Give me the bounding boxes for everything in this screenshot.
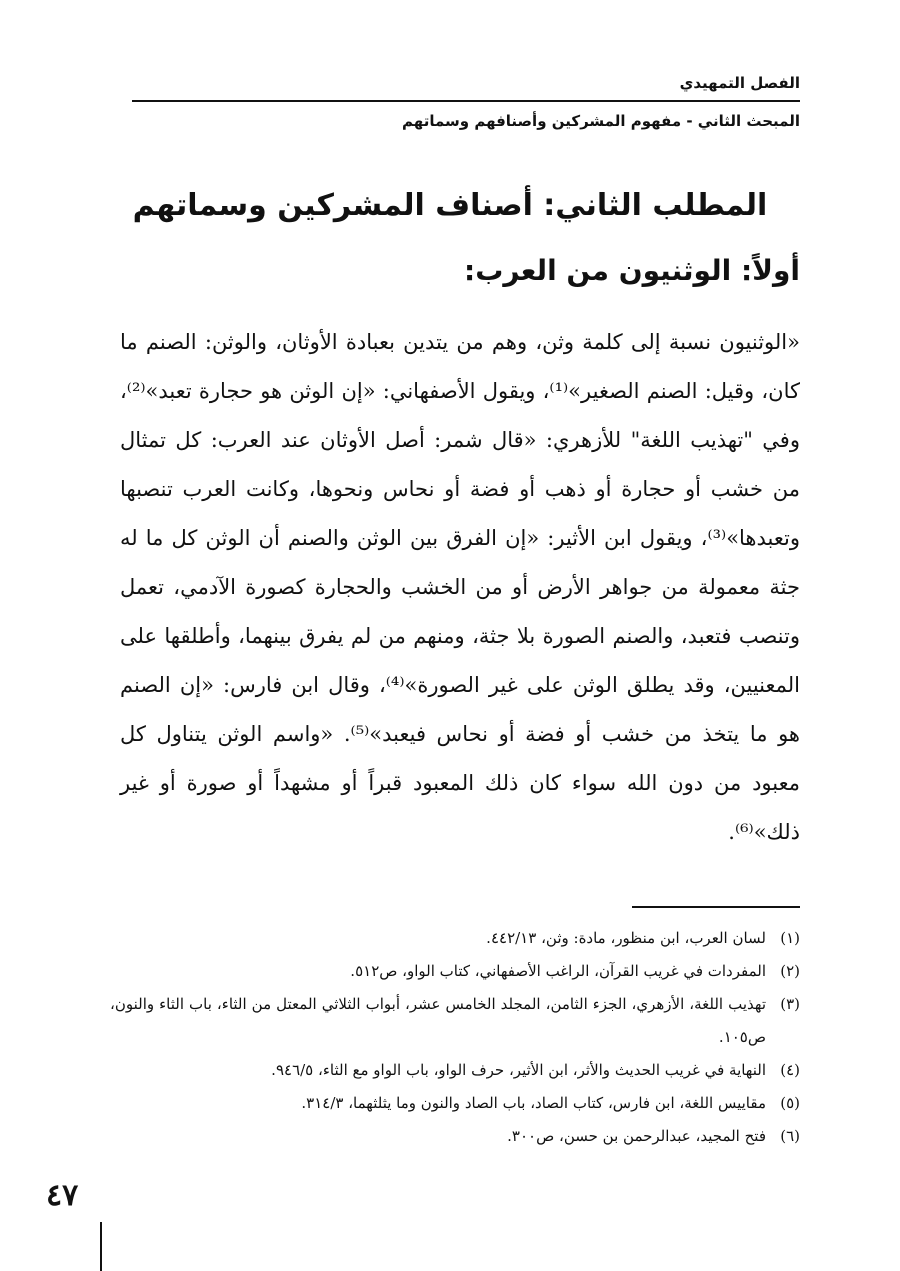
- subsection-heading: أولاً: الوثنيون من العرب:: [464, 254, 800, 287]
- footnote-item: [110, 955, 800, 988]
- footnote-text: مقاييس اللغة، ابن فارس، كتاب الصاد، باب الصاد والنون وما يثلثهما، ٣١٤/٣.: [301, 1094, 766, 1112]
- running-header: [132, 74, 800, 130]
- body-paragraph: «الوثنيون نسبة إلى كلمة وثن، وهم من يتدين بعبادة الأوثان، والوثن: الصنم ما كان، وقيل: الصنم الصغير»⁽¹⁾، ويقول الأصفهاني: «إن الوثن هو حجارة تعبد»⁽²⁾، وفي "تهذيب اللغة" للأزهري: «قال شمر: أصل الأوثان عند العرب: كل تمثال من خشب أو حجارة أو ذهب أو فضة أو نحاس ونحوها، وكانت العرب تنصبها وتعبدها»⁽³⁾، ويقول ابن الأثير: «إن الفرق بين الوثن والصنم أن الوثن كل ما له جثة معمولة من جواهر الأرض أو من الخشب والحجارة كصورة الآدمي، تعمل وتنصب فتعبد، والصنم الصورة بلا جثة، ومنهم من لم يفرق بينهما، وأطلقها على المعنيين، وقد يطلق الوثن على غير الصورة»⁽⁴⁾، وقال ابن فارس: «إن الصنم هو ما يتخذ من خشب أو فضة أو نحاس فيعبد»⁽⁵⁾. «واسم الوثن يتناول كل معبود من دون الله سواء كان ذلك المعبود قبراً أو مشهداً أو صورة أو غير ذلك»⁽⁶⁾.: [120, 330, 800, 844]
- footnote-text: لسان العرب، ابن منظور، مادة: وثن، ٤٤٢/١٣.: [486, 929, 766, 947]
- footnote-text: تهذيب اللغة، الأزهري، الجزء الثامن، المجلد الخامس عشر، أبواب الثلاثي المعتل من الثاء، باب الثاء والنون، ص١٠٥.: [110, 995, 766, 1046]
- footnote-number: (٤): [780, 1061, 800, 1079]
- footnote-number: (٢): [780, 962, 800, 980]
- footnotes: [110, 922, 800, 1153]
- footnote-text: النهاية في غريب الحديث والأثر، ابن الأثير، حرف الواو، باب الواو مع الثاء، ٩٤٦/٥.: [271, 1061, 766, 1079]
- page-number: ٤٧: [46, 1178, 79, 1213]
- footnote-number: (٥): [780, 1094, 800, 1112]
- footnote-item: [110, 1120, 800, 1153]
- footnote-item: [110, 1087, 800, 1120]
- footnote-number: (٦): [780, 1127, 800, 1145]
- footnote-item: [110, 1054, 800, 1087]
- footnote-number: (١): [780, 929, 800, 947]
- section-title-header: المبحث الثاني - مفهوم المشركين وأصنافهم وسماتهم: [402, 112, 800, 130]
- footnote-number: (٣): [780, 995, 800, 1013]
- page-margin-line: [100, 1222, 102, 1271]
- page-title: المطلب الثاني: أصناف المشركين وسماتهم: [132, 188, 768, 223]
- footnote-text: فتح المجيد، عبدالرحمن بن حسن، ص٣٠٠.: [507, 1127, 766, 1145]
- chapter-title: الفصل التمهيدي: [132, 74, 800, 102]
- footnote-item: [110, 988, 800, 1054]
- footnote-text: المفردات في غريب القرآن، الراغب الأصفهاني، كتاب الواو، ص٥١٢.: [350, 962, 766, 980]
- footnote-divider: [632, 906, 800, 908]
- footnote-item: [110, 922, 800, 955]
- main-text: [120, 318, 800, 857]
